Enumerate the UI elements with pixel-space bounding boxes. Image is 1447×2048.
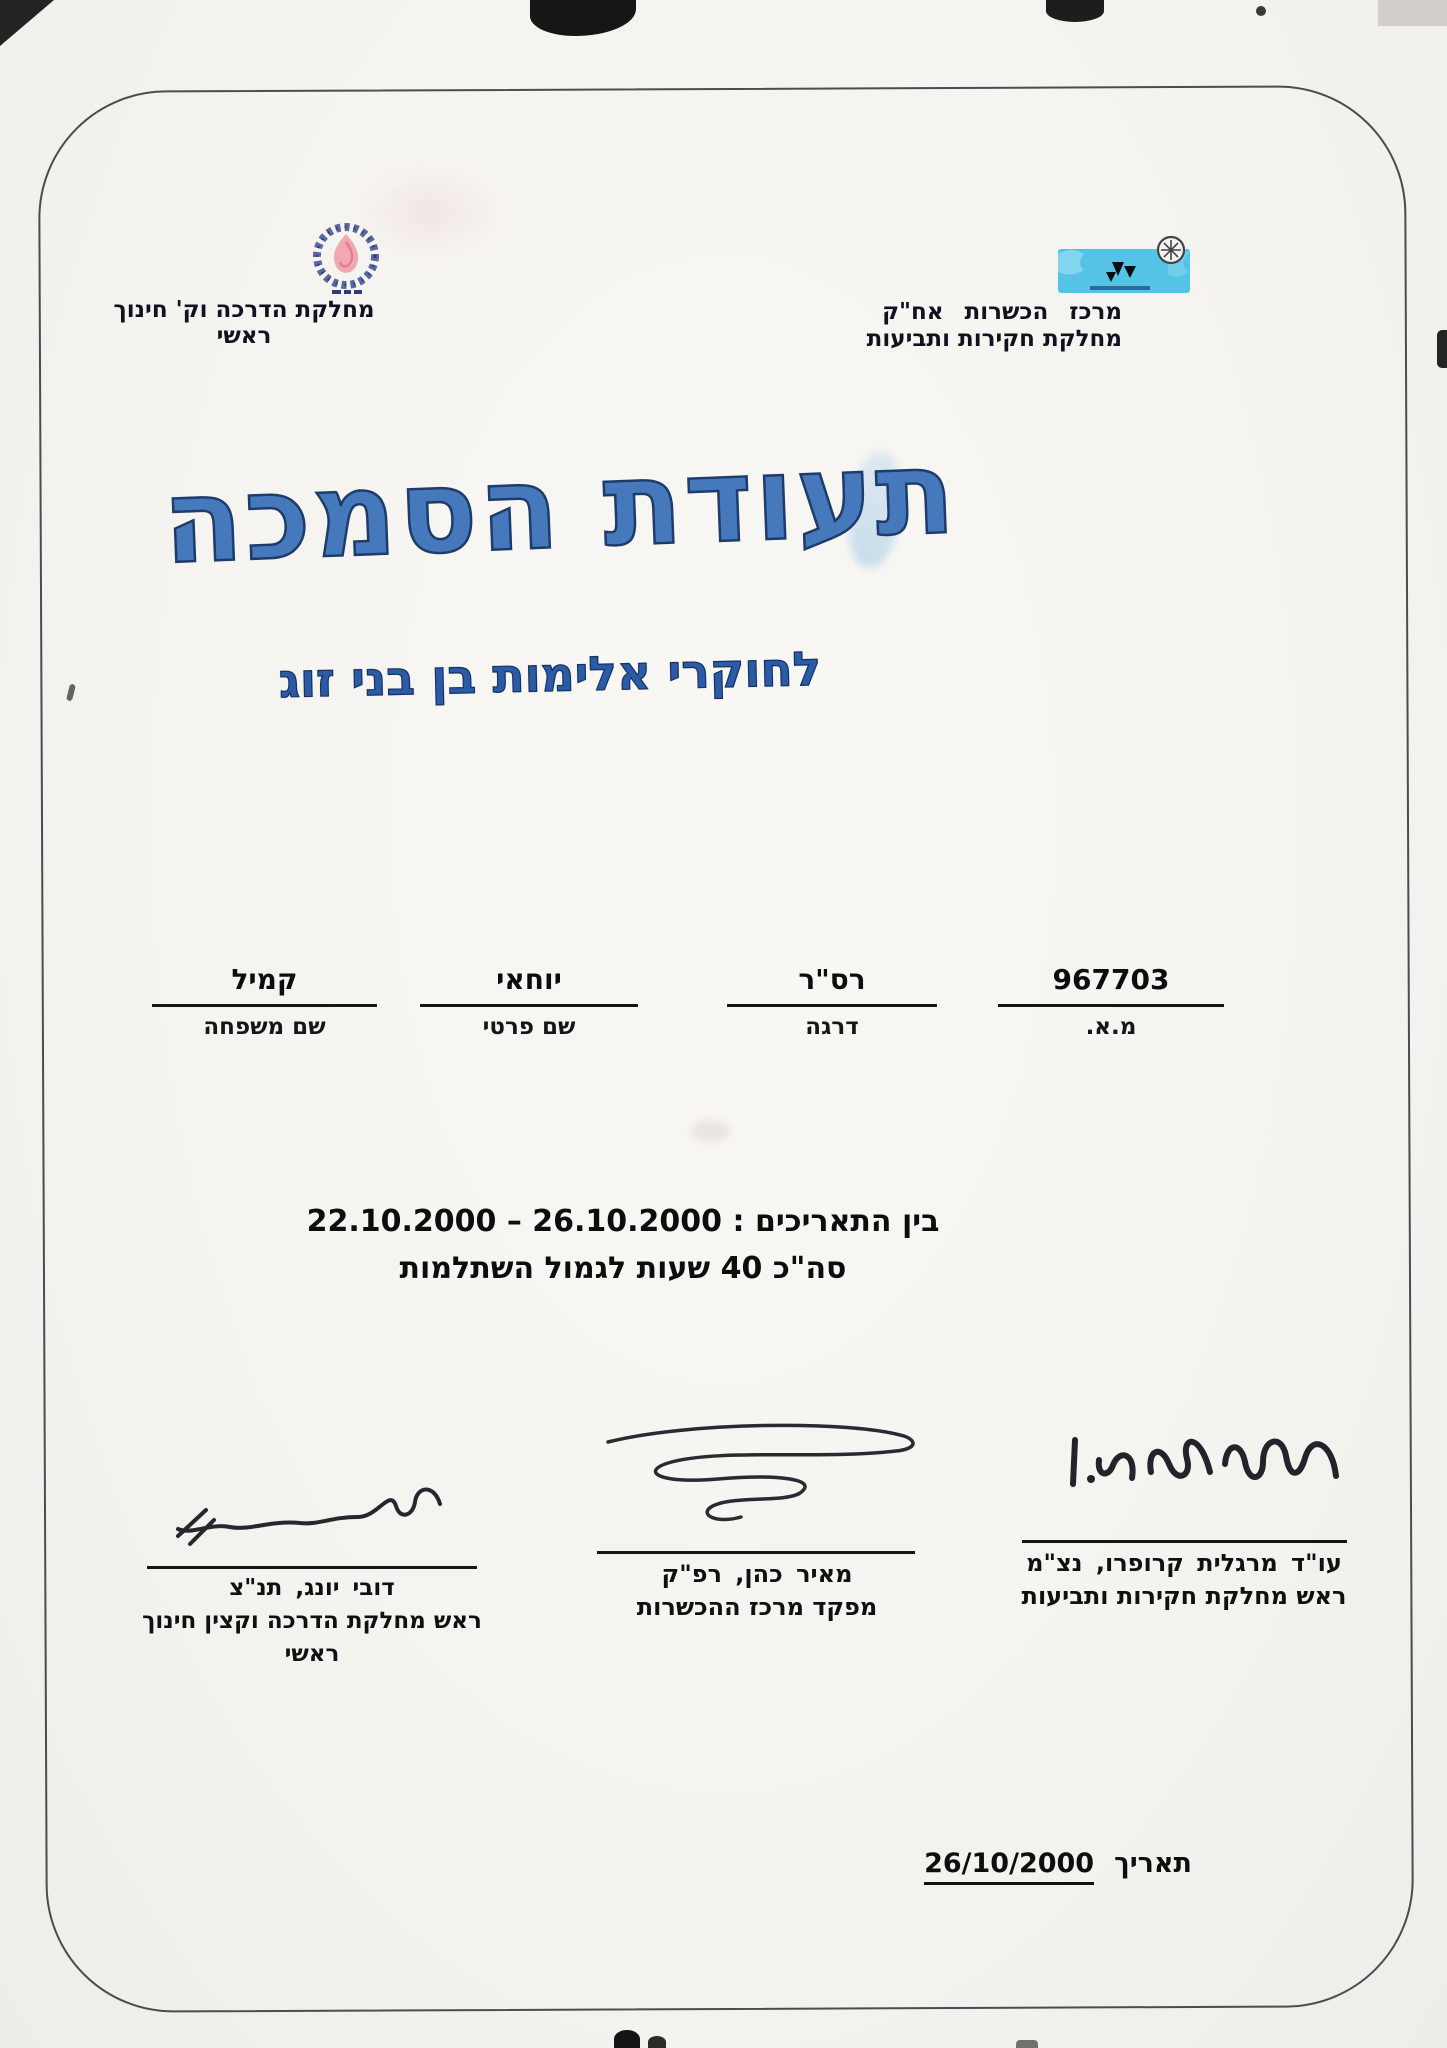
signature-line-right (1022, 1540, 1347, 1543)
footer-date-label: תאריך (1114, 1848, 1192, 1879)
signatory-name-right: עו"ד מרגלית קרופרו, נצ"מ (1026, 1549, 1342, 1577)
footer-date-value: 26/10/2000 (924, 1848, 1094, 1885)
header-left-unit-label: מחלקת הדרכה וק' חינוך ראשי (113, 297, 375, 349)
course-dates-line (273, 1198, 973, 1245)
signature-block-right (1010, 1547, 1358, 1613)
course-details (273, 1198, 973, 1292)
field-personal-number-label: מ.א. (1085, 1014, 1137, 1040)
header-right-line2: מחלקת חקירות ותביעות (866, 326, 1122, 352)
training-center-stamp-icon (1050, 232, 1200, 298)
field-first-name (420, 958, 638, 1040)
signatory-name-middle: מאיר כהן, רפ"ק (661, 1560, 853, 1588)
field-personal-number (998, 958, 1224, 1040)
scan-artifact-bottom-1 (614, 2030, 640, 2048)
signature-line-left (147, 1566, 477, 1569)
field-family-name-label: שם משפחה (203, 1014, 326, 1040)
signature-line-middle (597, 1551, 915, 1554)
field-underline (727, 1004, 937, 1007)
field-personal-number-value: 967703 (1052, 963, 1170, 996)
scan-artifact-right-edge (1437, 330, 1447, 368)
scan-artifact-corner-gray (1378, 0, 1447, 26)
signature-block-middle (592, 1558, 922, 1624)
field-underline (998, 1004, 1224, 1007)
certificate-subtitle: לחוקרי אלימות בן בני זוג (278, 641, 822, 710)
signatory-name-left: דובי יונג, תנ"צ (229, 1575, 395, 1601)
signature-block-left (115, 1572, 509, 1671)
field-underline (420, 1004, 638, 1007)
field-family-name-value: קמיל (231, 963, 298, 996)
scan-artifact-top-center (530, 0, 636, 36)
course-dates-label: בין התאריכים : (732, 1204, 940, 1239)
header-right-unit-label (788, 299, 1122, 353)
signatory-role-middle: מפקד מרכז ההכשרות (636, 1593, 878, 1621)
scan-artifact-top-left (0, 0, 54, 46)
field-rank (727, 958, 937, 1040)
scan-artifact-bottom-2 (648, 2036, 666, 2048)
field-underline (152, 1004, 377, 1007)
field-first-name-value: יוחאי (496, 963, 562, 996)
scan-artifact-dot (1256, 6, 1266, 16)
header-right-line1: מרכז הכשרות אח"ק (882, 299, 1122, 325)
scan-artifact-top-right (1046, 0, 1104, 22)
course-hours-line: סה"כ 40 שעות לגמול השתלמות (399, 1251, 847, 1286)
signature-ink-right (1050, 1412, 1350, 1524)
certificate-border (38, 85, 1414, 2013)
signatory-role-left: ראש מחלקת הדרכה וקצין חינוך ראשי (142, 1608, 482, 1667)
signature-ink-middle (598, 1418, 928, 1548)
field-rank-label: דרגה (805, 1014, 859, 1040)
field-first-name-label: שם פרטי (482, 1014, 576, 1040)
field-rank-value: רס"ר (798, 963, 866, 996)
police-emblem-icon (305, 218, 387, 302)
scan-artifact-bottom-3 (1016, 2040, 1038, 2048)
course-dates-range: 22.10.2000 – 26.10.2000 (306, 1204, 723, 1239)
field-family-name (152, 958, 377, 1040)
signatory-role-right: ראש מחלקת חקירות ותביעות (1021, 1582, 1347, 1610)
certificate-title: תעודת הסמכה (160, 424, 960, 591)
footer-date (924, 1848, 1192, 1885)
signature-ink-left (150, 1472, 450, 1568)
